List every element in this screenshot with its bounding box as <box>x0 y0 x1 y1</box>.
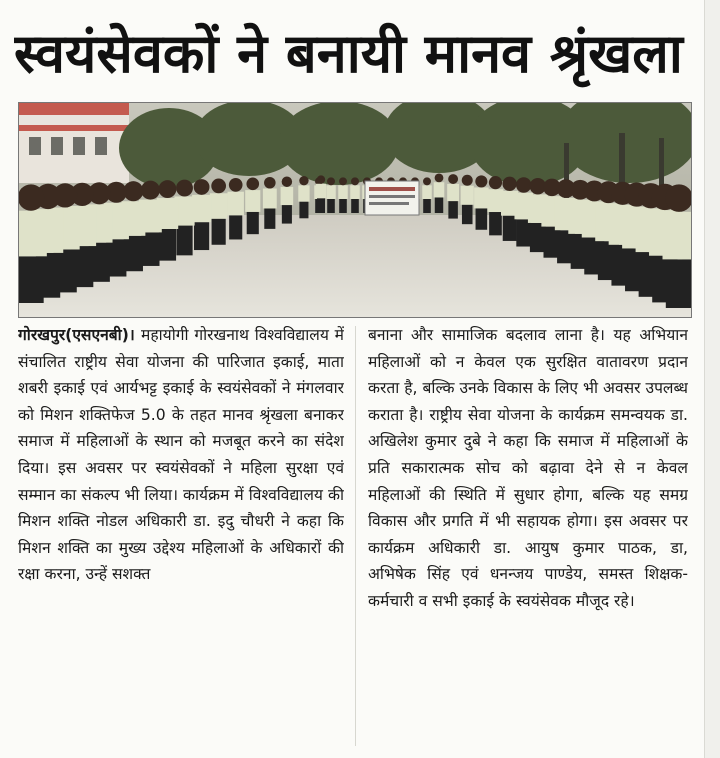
volunteer <box>263 177 277 229</box>
volunteer <box>663 184 692 308</box>
volunteer <box>245 178 260 235</box>
volunteer <box>338 177 348 213</box>
headline: स्वयंसेवकों ने बनायी मानव श्रृंखला <box>14 22 683 85</box>
volunteer <box>434 173 445 213</box>
article-text-left: महायोगी गोरखनाथ विश्वविद्यालय में संचालित राष्ट्रीय सेवा योजना की पारिजात इकाई, माता शबरी इकाई एवं आर्यभट्ट इकाई के स्वयंसेवकों ने मंगलवार को मिशन शक्तिफेज 5.0 के तहत मानव श्रृंखला बनाकर समाज में महिलाओं के स्थान को मजबूत करने का संदेश दिया। इस अवसर पर स्वयंसेवकों ने महिला सुरक्षा एवं सम्मान का संकल्प भी लिया। कार्यक्रम में विश्वविद्यालय की मिशन शक्ति नोडल अधिकारी डा. इदु चौधरी ने कहा कि मिशन शक्ति का मुख्य उद्देश्य महिलाओं के अधिकारों की रक्षा करना, उन्हें सशक्त <box>18 326 344 584</box>
volunteer <box>326 177 336 213</box>
volunteer <box>474 175 489 229</box>
volunteer <box>447 174 459 219</box>
dateline: गोरखपुर(एसएनबी)। <box>18 326 141 344</box>
volunteer <box>281 176 294 223</box>
volunteer <box>316 175 326 213</box>
volunteer <box>19 184 47 303</box>
column-divider <box>355 326 356 746</box>
human-chain-photo <box>19 103 691 317</box>
article-column-right <box>368 322 688 750</box>
volunteer <box>422 177 432 213</box>
volunteer <box>298 176 309 218</box>
page-edge <box>704 0 720 758</box>
volunteer <box>228 178 244 239</box>
article-text-right: बनाना और सामाजिक बदलाव लाना है। यह अभियान महिलाओं को न केवल एक सुरक्षित वातावरण प्रदान करता है, बल्कि उनके विकास के लिए भी अवसर उपलब्ध कराता है। राष्ट्रीय सेवा योजना के कार्यक्रम समन्वयक डा. अखिलेश कुमार दुबे ने कहा कि समाज में महिलाओं के प्रति सकारात्मक सोच को बढ़ावा देने से न केवल महिलाओं की स्थिति में सुधार होगा, बल्कि यह समग्र विकास और प्रगति में भी सहायक होगा। इस अवसर पर कार्यक्रम अधिकारी डा. आयुष कुमार पाठक, डा, अभिषेक सिंह एवं धनन्जय पाण्डेय, समस्त शिक्षक-कर्मचारी व सभी इकाई के स्वयंसेवक मौजूद रहे। <box>368 326 688 610</box>
volunteer <box>210 179 228 245</box>
article-column-left <box>18 322 344 750</box>
volunteer <box>350 177 360 213</box>
news-photo <box>18 102 692 318</box>
volunteer <box>461 175 474 224</box>
volunteer <box>192 179 211 250</box>
